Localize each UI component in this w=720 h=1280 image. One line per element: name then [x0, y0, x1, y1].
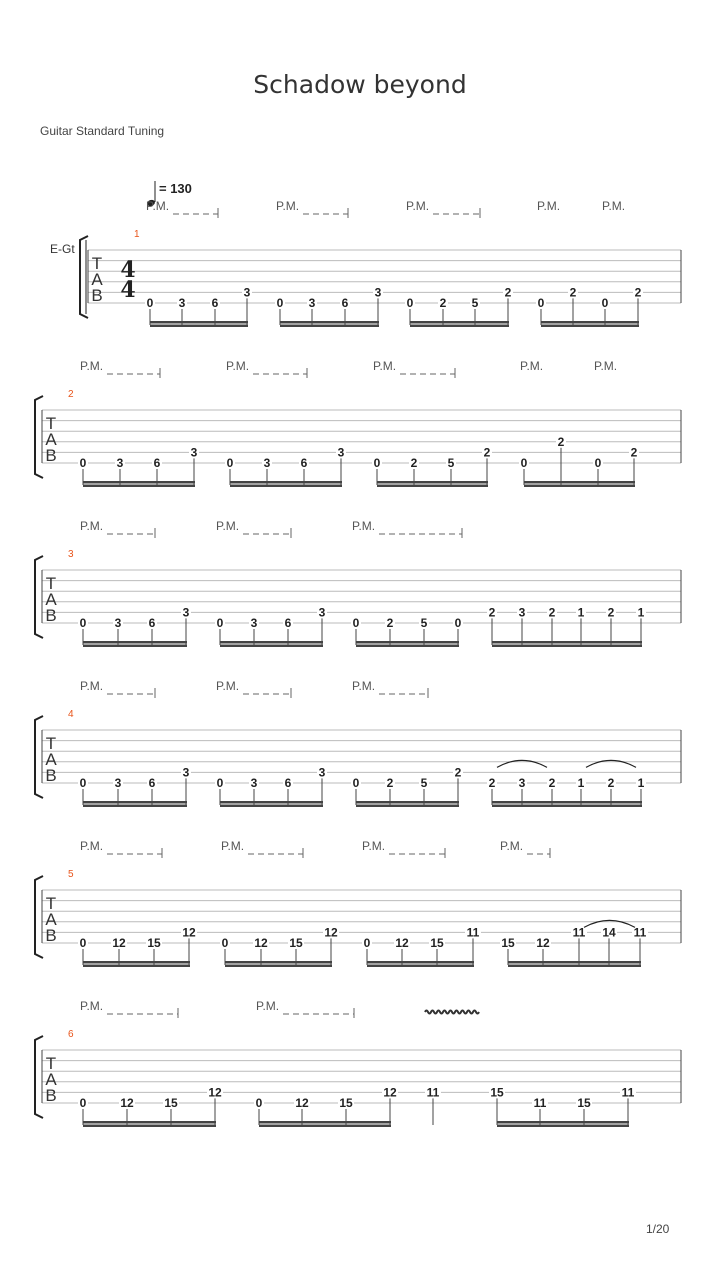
beam-secondary — [356, 645, 459, 648]
fret-number: 2 — [557, 434, 565, 449]
tab-system — [35, 839, 681, 967]
beam-secondary — [492, 645, 642, 648]
fret-number: 15 — [490, 1085, 504, 1100]
fret-number: 3 — [337, 445, 345, 460]
fret-number: 0 — [537, 296, 545, 310]
fret-number: 0 — [255, 1096, 263, 1110]
palm-mute-label: P.M. — [80, 519, 104, 533]
beam — [377, 481, 488, 484]
palm-mute-label: P.M. — [80, 839, 104, 853]
beam — [541, 321, 639, 324]
fret-number: 2 — [386, 776, 394, 790]
fret-number: 12 — [182, 925, 196, 940]
fret-number: 1 — [577, 605, 585, 620]
palm-mute-label: P.M. — [80, 679, 104, 693]
palm-mute-label: P.M. — [373, 359, 397, 373]
beam — [497, 1121, 629, 1124]
beam-secondary — [541, 325, 639, 328]
fret-number: 6 — [284, 616, 292, 630]
fret-number: 3 — [114, 616, 122, 630]
fret-number: 1 — [637, 605, 645, 620]
tab-system — [35, 679, 681, 807]
beam — [220, 641, 323, 644]
fret-number: 3 — [374, 285, 382, 300]
fret-number: 2 — [439, 296, 447, 310]
fret-number: 3 — [518, 605, 526, 620]
fret-number: 2 — [634, 285, 642, 300]
fret-number: 0 — [221, 936, 229, 950]
beam-secondary — [356, 805, 459, 808]
fret-number: 0 — [79, 1096, 87, 1110]
fret-number: 3 — [318, 605, 326, 620]
fret-number: 0 — [601, 296, 609, 310]
fret-number: 0 — [352, 776, 360, 790]
fret-number: 0 — [520, 456, 528, 470]
fret-number: 0 — [363, 936, 371, 950]
beam-secondary — [220, 805, 323, 808]
fret-number: 0 — [216, 776, 224, 790]
palm-mute-label: P.M. — [362, 839, 386, 853]
fret-number: 0 — [146, 296, 154, 310]
palm-mute-label: P.M. — [80, 359, 104, 373]
fret-number: 2 — [454, 765, 462, 780]
fret-number: 0 — [79, 776, 87, 790]
beam — [83, 961, 190, 964]
fret-number: 12 — [112, 936, 126, 950]
fret-number: 3 — [263, 456, 271, 470]
beam-secondary — [377, 485, 488, 488]
beam — [356, 801, 459, 804]
beam-secondary — [492, 805, 642, 808]
fret-number: 6 — [341, 296, 349, 310]
fret-number: 11 — [426, 1085, 440, 1100]
fret-number: 6 — [148, 776, 156, 790]
fret-number: 6 — [153, 456, 161, 470]
fret-number: 12 — [120, 1096, 134, 1110]
fret-number: 5 — [420, 776, 428, 790]
bar-number: 1 — [134, 229, 140, 240]
fret-number: 15 — [147, 936, 161, 950]
fret-number: 0 — [79, 616, 87, 630]
bar-number: 3 — [68, 549, 74, 560]
bar-number: 4 — [68, 709, 74, 720]
fret-number: 2 — [410, 456, 418, 470]
fret-number: 3 — [182, 765, 190, 780]
bar-number: 6 — [68, 1029, 74, 1040]
fret-number: 5 — [471, 296, 479, 310]
beam — [492, 641, 642, 644]
fret-number: 15 — [577, 1096, 591, 1110]
palm-mute-label: P.M. — [226, 359, 250, 373]
beam-secondary — [83, 645, 187, 648]
tab-systems — [35, 199, 681, 1127]
tab-letter: B — [45, 766, 57, 785]
beam — [524, 481, 635, 484]
fret-number: 3 — [250, 776, 258, 790]
fret-number: 0 — [79, 456, 87, 470]
beam — [410, 321, 509, 324]
palm-mute-label: P.M. — [594, 359, 618, 373]
palm-mute-label: P.M. — [500, 839, 524, 853]
palm-mute-label: P.M. — [221, 839, 245, 853]
tab-letter: A — [45, 590, 57, 609]
fret-number: 2 — [548, 776, 556, 790]
bar-number: 2 — [68, 389, 74, 400]
tab-system — [35, 519, 681, 647]
fret-number: 12 — [383, 1085, 397, 1100]
fret-number: 5 — [420, 616, 428, 630]
fret-number: 6 — [300, 456, 308, 470]
bar-number: 5 — [68, 869, 74, 880]
tuning-label: Guitar Standard Tuning — [40, 124, 165, 138]
fret-number: 3 — [182, 605, 190, 620]
beam-secondary — [524, 485, 635, 488]
beam — [83, 1121, 216, 1124]
fret-number: 15 — [501, 936, 515, 950]
palm-mute-label: P.M. — [256, 999, 280, 1013]
fret-number: 11 — [621, 1085, 635, 1100]
fret-number: 0 — [406, 296, 414, 310]
beam — [230, 481, 342, 484]
tempo-text: = 130 — [159, 181, 192, 196]
tab-letter: A — [45, 910, 57, 929]
beam — [367, 961, 474, 964]
tab-letter: B — [45, 926, 57, 945]
fret-number: 3 — [178, 296, 186, 310]
fret-number: 15 — [289, 936, 303, 950]
fret-number: 1 — [637, 776, 645, 790]
fret-number: 0 — [352, 616, 360, 630]
fret-number: 6 — [148, 616, 156, 630]
palm-mute-label: P.M. — [216, 519, 240, 533]
fret-number: 0 — [226, 456, 234, 470]
beam-secondary — [83, 1125, 216, 1128]
palm-mute-label: P.M. — [520, 359, 544, 373]
fret-number: 12 — [395, 936, 409, 950]
fret-number: 15 — [164, 1096, 178, 1110]
fret-number: 5 — [447, 456, 455, 470]
fret-number: 12 — [324, 925, 338, 940]
beam-secondary — [225, 965, 332, 968]
time-signature-top: 4 — [120, 257, 136, 283]
palm-mute-label: P.M. — [216, 679, 240, 693]
tab-letter: A — [45, 750, 57, 769]
fret-number: 14 — [602, 925, 616, 940]
fret-number: 11 — [633, 925, 647, 940]
beam-secondary — [83, 965, 190, 968]
fret-number: 3 — [318, 765, 326, 780]
fret-number: 3 — [250, 616, 258, 630]
beam — [259, 1121, 391, 1124]
palm-mute-label: P.M. — [146, 199, 170, 213]
score-title: Schadow beyond — [253, 70, 467, 99]
beam-secondary — [83, 485, 195, 488]
fret-number: 0 — [276, 296, 284, 310]
beam — [150, 321, 248, 324]
tab-letter: A — [91, 270, 103, 289]
tab-letter: A — [45, 430, 57, 449]
beam — [280, 321, 379, 324]
tab-system — [35, 359, 681, 487]
palm-mute-label: P.M. — [602, 199, 626, 213]
beam-secondary — [220, 645, 323, 648]
fret-number: 12 — [254, 936, 268, 950]
fret-number: 0 — [454, 616, 462, 630]
fret-number: 2 — [488, 776, 496, 790]
fret-number: 2 — [630, 445, 638, 460]
fret-number: 12 — [295, 1096, 309, 1110]
tab-letter: B — [45, 606, 57, 625]
fret-number: 3 — [308, 296, 316, 310]
palm-mute-label: P.M. — [406, 199, 430, 213]
fret-number: 3 — [243, 285, 251, 300]
beam — [83, 481, 195, 484]
time-signature-bottom: 4 — [120, 277, 136, 303]
tab-system — [35, 999, 681, 1127]
fret-number: 2 — [504, 285, 512, 300]
system-bracket — [80, 236, 88, 318]
palm-mute-label: P.M. — [352, 679, 376, 693]
fret-number: 0 — [79, 936, 87, 950]
fret-number: 2 — [607, 605, 615, 620]
fret-number: 3 — [190, 445, 198, 460]
palm-mute-label: P.M. — [80, 999, 104, 1013]
beam — [220, 801, 323, 804]
fret-number: 2 — [548, 605, 556, 620]
tab-letter: T — [45, 894, 57, 913]
tab-letter: A — [45, 1070, 57, 1089]
beam-secondary — [508, 965, 641, 968]
fret-number: 0 — [373, 456, 381, 470]
fret-number: 2 — [483, 445, 491, 460]
fret-number: 11 — [466, 925, 480, 940]
palm-mute-label: P.M. — [276, 199, 300, 213]
fret-number: 15 — [339, 1096, 353, 1110]
beam-secondary — [280, 325, 379, 328]
fret-number: 0 — [216, 616, 224, 630]
fret-number: 3 — [116, 456, 124, 470]
palm-mute-label: P.M. — [352, 519, 376, 533]
fret-number: 2 — [386, 616, 394, 630]
page-number: 1/20 — [646, 1222, 670, 1236]
fret-number: 2 — [607, 776, 615, 790]
fret-number: 15 — [430, 936, 444, 950]
fret-number: 11 — [572, 925, 586, 940]
beam-secondary — [410, 325, 509, 328]
tab-letter: B — [45, 446, 57, 465]
fret-number: 12 — [536, 936, 550, 950]
beam — [225, 961, 332, 964]
fret-number: 1 — [577, 776, 585, 790]
fret-number: 11 — [533, 1096, 547, 1110]
beam-secondary — [150, 325, 248, 328]
fret-number: 3 — [114, 776, 122, 790]
beam — [508, 961, 641, 964]
track-name: E-Gt — [50, 242, 75, 256]
fret-number: 6 — [284, 776, 292, 790]
tab-letter: B — [91, 286, 103, 305]
fret-number: 6 — [211, 296, 219, 310]
beam-secondary — [230, 485, 342, 488]
beam-secondary — [83, 805, 187, 808]
beam-secondary — [497, 1125, 629, 1128]
tab-letter: T — [45, 414, 57, 433]
beam — [83, 641, 187, 644]
tab-system — [80, 199, 681, 327]
fret-number: 3 — [518, 776, 526, 790]
fret-number: 0 — [594, 456, 602, 470]
fret-number: 12 — [208, 1085, 222, 1100]
fret-number: 2 — [569, 285, 577, 300]
beam — [83, 801, 187, 804]
tab-letter: T — [45, 734, 57, 753]
palm-mute-label: P.M. — [537, 199, 561, 213]
fret-number: 2 — [488, 605, 496, 620]
tab-letter: B — [45, 1086, 57, 1105]
beam — [356, 641, 459, 644]
tab-letter: T — [45, 574, 57, 593]
beam-secondary — [259, 1125, 391, 1128]
beam — [492, 801, 642, 804]
tab-letter: T — [45, 1054, 57, 1073]
tab-letter: T — [91, 254, 103, 273]
beam-secondary — [367, 965, 474, 968]
vibrato-mark — [425, 1011, 479, 1014]
